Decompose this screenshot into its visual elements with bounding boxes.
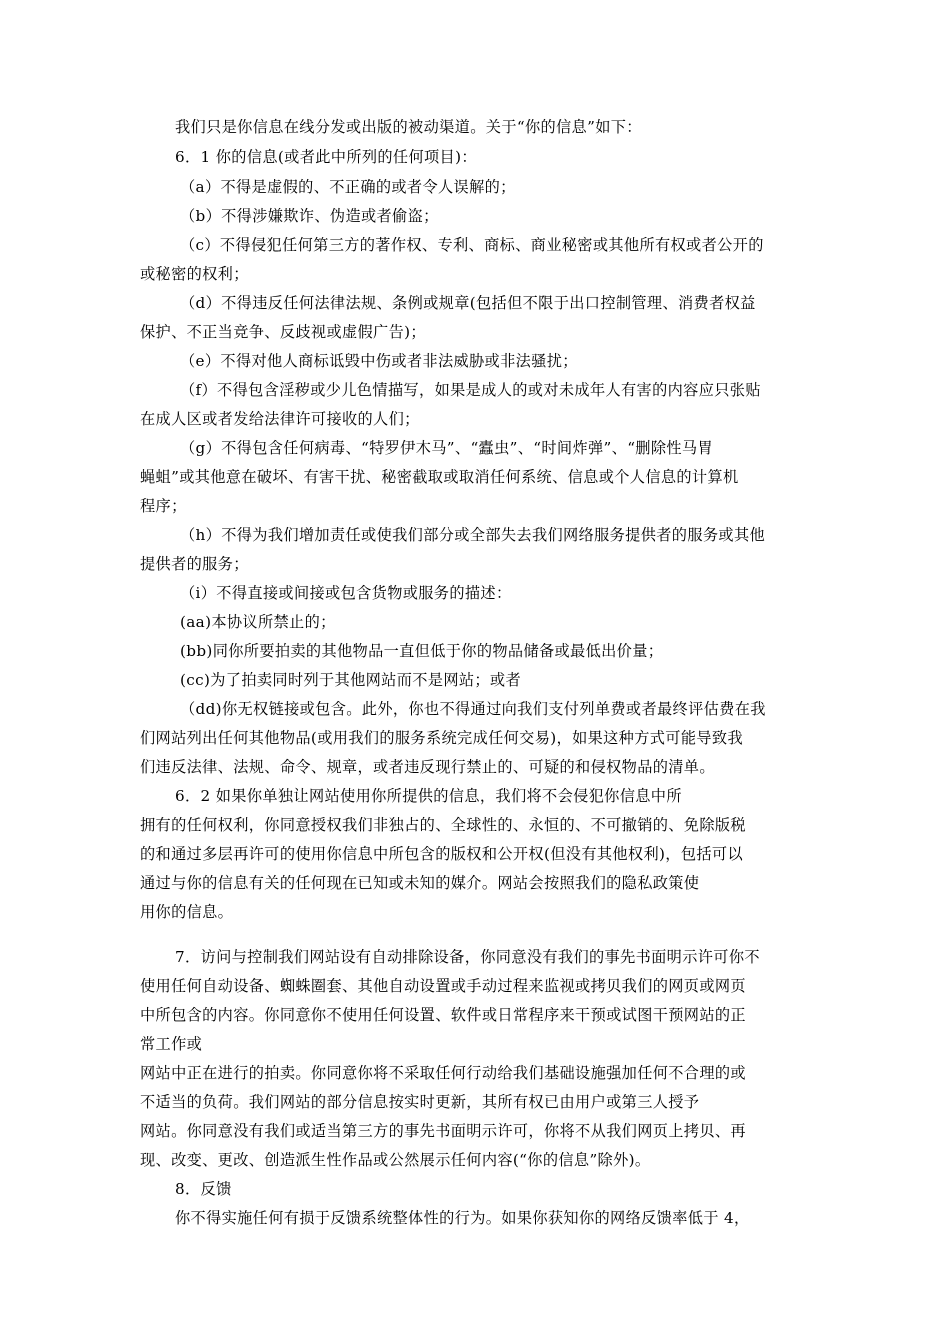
text-line: 在成人区或者发给法律许可接收的人们； <box>140 410 420 428</box>
text-line: （d）不得违反任何法律法规、条例或规章(包括但不限于出口控制管理、消费者权益 <box>180 294 756 312</box>
text-line: 不适当的负荷。我们网站的部分信息按实时更新，其所有权已由用户或第三人授予 <box>140 1093 700 1111</box>
text-line: 使用任何自动设备、蜘蛛圈套、其他自动设置或手动过程来监视或拷贝我们的网页或网页 <box>140 977 746 995</box>
text-line: 保护、不正当竞争、反歧视或虚假广告)； <box>140 323 426 341</box>
text-line: 我们只是你信息在线分发或出版的被动渠道。关于“你的信息”如下： <box>175 118 642 136</box>
text-line: 程序； <box>140 497 187 515</box>
text-line: 们违反法律、法规、命令、规章，或者违反现行禁止的、可疑的和侵权物品的清单。 <box>140 758 715 776</box>
text-line: 提供者的服务； <box>140 555 249 573</box>
text-line: 们网站列出任何其他物品(或用我们的服务系统完成任何交易)，如果这种方式可能导致我 <box>140 729 743 747</box>
text-line: （a）不得是虚假的、不正确的或者令人误解的； <box>180 178 516 196</box>
text-line: 网站。你同意没有我们或适当第三方的事先书面明示许可，你将不从我们网页上拷贝、再 <box>140 1122 746 1140</box>
text-line: 常工作或 <box>140 1035 203 1053</box>
text-line: 你不得实施任何有损于反馈系统整体性的行为。如果你获知你的网络反馈率低于 4， <box>175 1209 750 1227</box>
section-heading-6-1: 6．1 你的信息(或者此中所列的任何项目)： <box>175 148 477 166</box>
text-line: （c）不得侵犯任何第三方的著作权、专利、商标、商业秘密或其他所有权或者公开的 <box>180 236 764 254</box>
text-line: 或秘密的权利； <box>140 265 249 283</box>
text-line: （i）不得直接或间接或包含货物或服务的描述： <box>180 584 512 602</box>
text-line: (bb)同你所要拍卖的其他物品一直但低于你的物品储备或最低出价量； <box>180 642 664 660</box>
text-line: （e）不得对他人商标诋毁中伤或者非法威胁或非法骚扰； <box>180 352 578 370</box>
text-line: 蝇蛆”或其他意在破坏、有害干扰、秘密截取或取消任何系统、信息或个人信息的计算机 <box>140 468 739 486</box>
text-line: 拥有的任何权利，你同意授权我们非独占的、全球性的、永恒的、不可撤销的、免除版税 <box>140 816 746 834</box>
text-line: (cc)为了拍卖同时列于其他网站而不是网站；或者 <box>180 671 522 689</box>
text-line: 中所包含的内容。你同意你不使用任何设置、软件或日常程序来干预或试图干预网站的正 <box>140 1006 746 1024</box>
text-line: 网站中正在进行的拍卖。你同意你将不采取任何行动给我们基础设施强加任何不合理的或 <box>140 1064 746 1082</box>
text-line: (aa)本协议所禁止的； <box>180 613 336 631</box>
text-line: 通过与你的信息有关的任何现在已知或未知的媒介。网站会按照我们的隐私政策使 <box>140 874 700 892</box>
section-heading-8: 8．反馈 <box>175 1180 232 1198</box>
text-line: （dd)你无权链接或包含。此外，你也不得通过向我们支付列单费或者最终评估费在我 <box>180 700 766 718</box>
text-line: （g）不得包含任何病毒、“特罗伊木马”、“蠹虫”、“时间炸弹”、“删除性马胃 <box>180 439 713 457</box>
text-line: （b）不得涉嫌欺诈、伪造或者偷盗； <box>180 207 439 225</box>
text-line: 的和通过多层再许可的使用你信息中所包含的版权和公开权(但没有其他权利)，包括可以 <box>140 845 743 863</box>
section-heading-7: 7．访问与控制我们网站设有自动排除设备，你同意没有我们的事先书面明示许可你不 <box>175 948 760 966</box>
text-line: （f）不得包含淫秽或少儿色情描写，如果是成人的或对未成年人有害的内容应只张贴 <box>180 381 761 399</box>
text-line: 现、改变、更改、创造派生性作品或公然展示任何内容(“你的信息”除外)。 <box>140 1151 651 1169</box>
section-heading-6-2: 6．2 如果你单独让网站使用你所提供的信息，我们将不会侵犯你信息中所 <box>175 787 682 805</box>
text-line: 用你的信息。 <box>140 903 234 921</box>
text-line: （h）不得为我们增加责任或使我们部分或全部失去我们网络服务提供者的服务或其他 <box>180 526 766 544</box>
